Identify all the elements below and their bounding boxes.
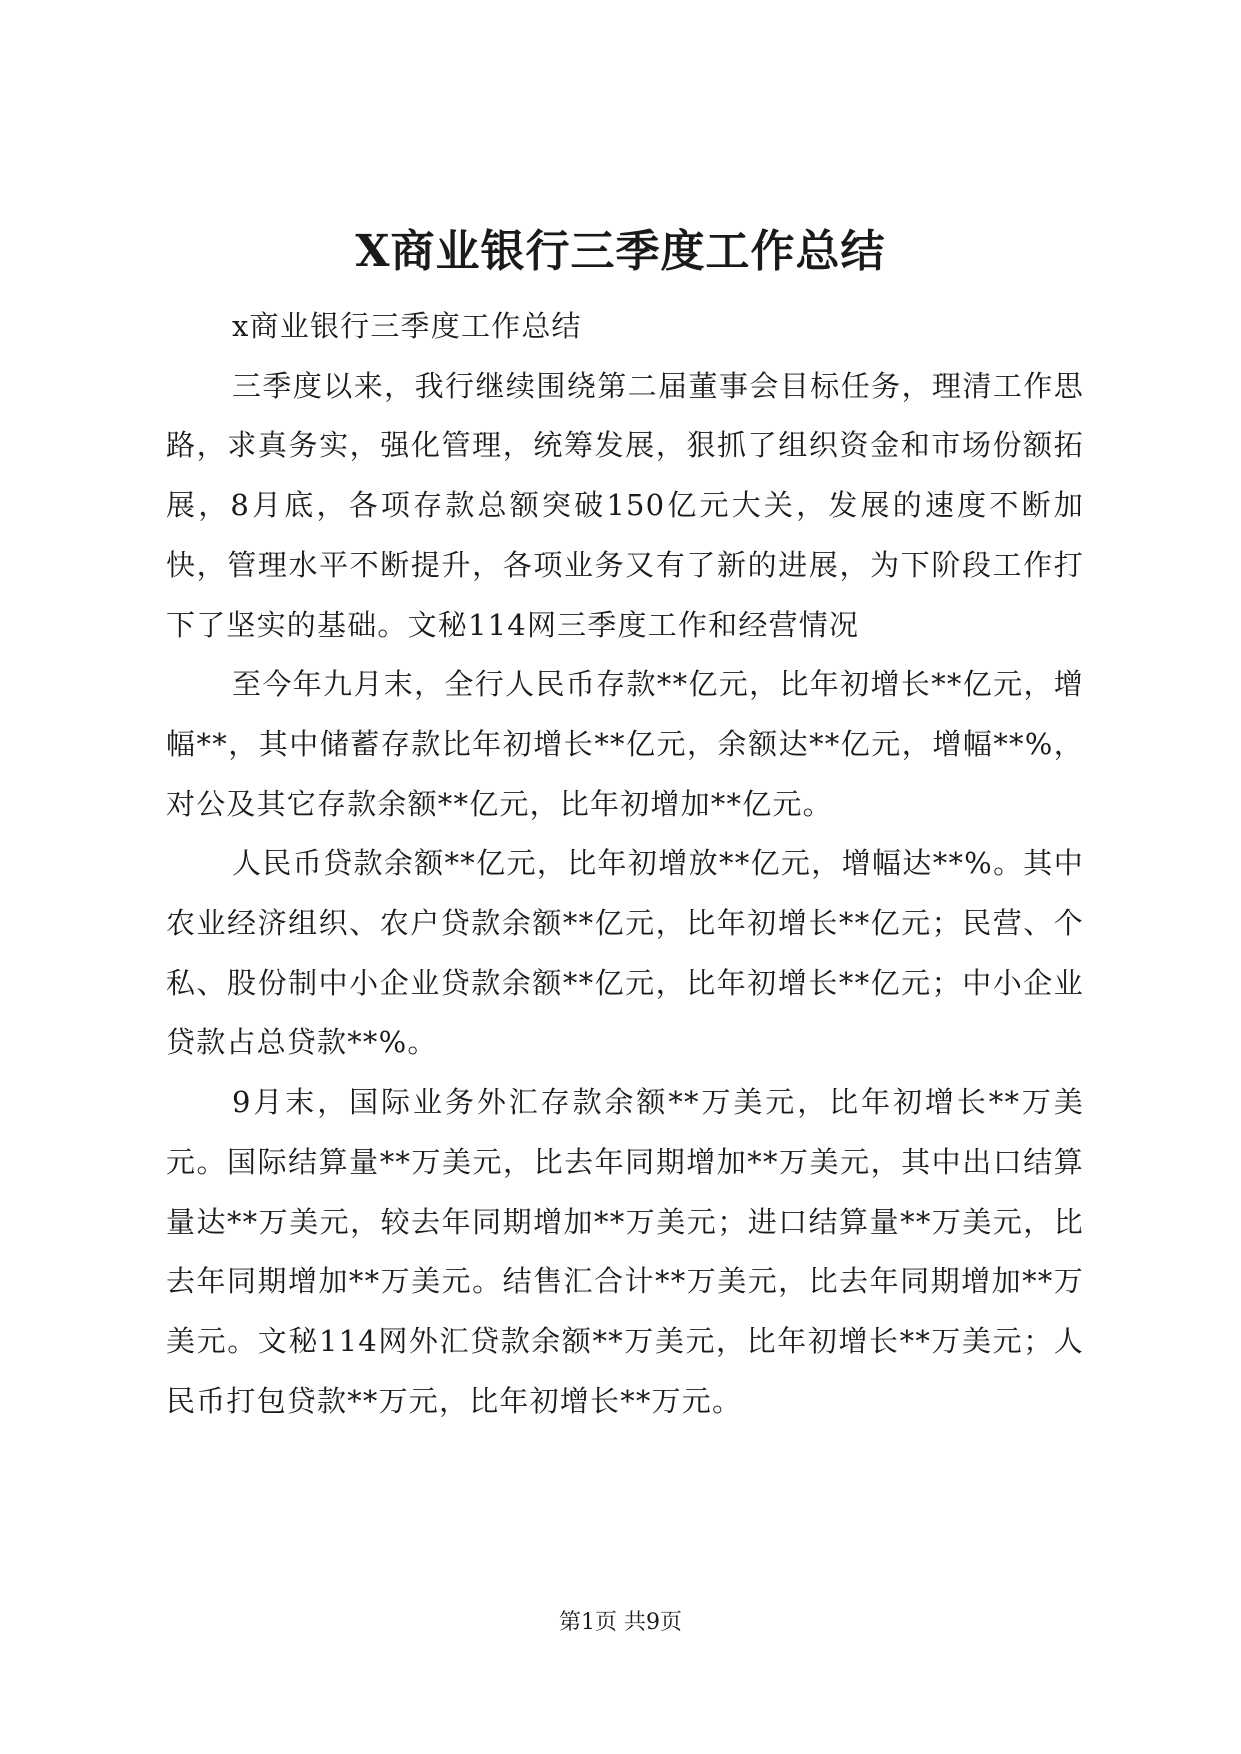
loan-paragraph: 人民币贷款余额**亿元，比年初增放**亿元，增幅达**%。其中农业经济组织、农户贷款余额**亿元，比年初增长**亿元；民营、个私、股份制中小企业贷款余额**亿元，比年初增长**亿元；中小企业贷款占总贷款**%。: [166, 846, 1084, 1060]
intro-paragraph: 三季度以来，我行继续围绕第二届董事会目标任务，理清工作思路，求真务实，强化管理，统筹发展，狠抓了组织资金和市场份额拓展，8月底，各项存款总额突破150亿元大关，发展的速度不断加快，管理水平不断提升，各项业务又有了新的进展，为下阶段工作打下了坚实的基础。文秘114网三季度工作和经营情况: [166, 368, 1084, 642]
deposit-paragraph: 至今年九月末，全行人民币存款**亿元，比年初增长**亿元，增幅**，其中储蓄存款比年初增长**亿元，余额达**亿元，增幅**%，对公及其它存款余额**亿元，比年初增加**亿元。: [166, 667, 1084, 821]
subtitle-paragraph: x商业银行三季度工作总结: [232, 309, 582, 343]
international-business-paragraph: 9月末，国际业务外汇存款余额**万美元，比年初增长**万美元。国际结算量**万美元，比去年同期增加**万美元，其中出口结算量达**万美元，较去年同期增加**万美元；进口结算量**万美元，比去年同期增加**万美元。结售汇合计**万美元，比去年同期增加**万美元。文秘114网外汇贷款余额**万美元，比年初增长**万美元；人民币打包贷款**万元，比年初增长**万元。: [166, 1085, 1084, 1418]
document-body: [166, 297, 1084, 1431]
page-number-footer: [0, 1608, 1241, 1638]
document-title: X商业银行三季度工作总结: [355, 226, 886, 277]
page-number-label: 第1页 共9页: [559, 1610, 682, 1635]
